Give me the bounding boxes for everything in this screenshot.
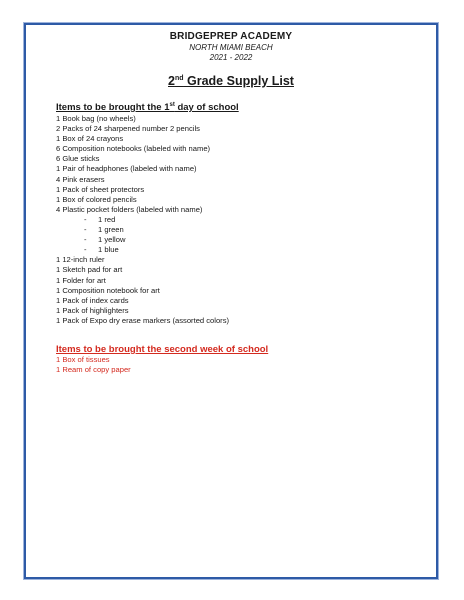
folder-color-label: 1 red [98, 214, 116, 224]
list-item: 1 Ream of copy paper [56, 365, 131, 375]
folder-color-item [56, 235, 229, 245]
dash-bullet: - [84, 214, 87, 224]
second-week-list [56, 355, 131, 375]
list-item: 2 Packs of 24 sharpened number 2 pencils [56, 124, 200, 134]
dash-bullet: - [84, 235, 87, 245]
list-item: 1 Pair of headphones (labeled with name) [56, 164, 197, 174]
folder-color-item [56, 225, 229, 235]
list-item: 1 Sketch pad for art [56, 265, 123, 275]
folder-color-item [56, 245, 229, 255]
list-item: 1 Folder for art [56, 275, 106, 285]
list-item: 6 Composition notebooks (labeled with name) [56, 144, 211, 154]
page-border [24, 23, 438, 579]
list-item: 4 Pink erasers [56, 174, 105, 184]
dash-bullet: - [84, 225, 87, 235]
folder-color-label: 1 green [98, 225, 124, 235]
title-superscript: nd [174, 74, 184, 82]
first-day-heading-suffix: day of school [174, 102, 239, 113]
list-item: 1 Pack of sheet protectors [56, 184, 145, 194]
school-location: NORTH MIAMI BEACH [189, 43, 273, 52]
first-day-heading [56, 102, 239, 113]
title-suffix: Grade Supply List [183, 74, 294, 88]
list-item: 1 Pack of index cards [56, 295, 129, 305]
dash-bullet: - [84, 245, 87, 255]
list-item: 1 Box of 24 crayons [56, 134, 124, 144]
folder-color-label: 1 yellow [98, 235, 126, 245]
list-item: 6 Glue sticks [56, 154, 100, 164]
first-day-heading-superscript: st [169, 101, 175, 108]
list-item: 4 Plastic pocket folders (labeled with name) [56, 204, 203, 214]
list-item: 1 Composition notebook for art [56, 285, 160, 295]
folder-color-label: 1 blue [98, 245, 119, 255]
folder-color-item [56, 215, 229, 225]
list-item: 1 Box of colored pencils [56, 194, 137, 204]
list-item: 1 Pack of highlighters [56, 305, 129, 315]
school-year: 2021 - 2022 [209, 53, 253, 62]
first-day-list [56, 114, 229, 326]
school-name: BRIDGEPREP ACADEMY [169, 31, 293, 42]
list-item: 1 12-inch ruler [56, 255, 105, 265]
list-item: 1 Book bag (no wheels) [56, 114, 136, 123]
first-day-heading-prefix: Items to be brought the 1 [56, 102, 170, 113]
title-prefix: 2 [168, 74, 175, 88]
list-item: 1 Pack of Expo dry erase markers (assorted colors) [56, 315, 230, 325]
list-item: 1 Box of tissues [56, 355, 110, 364]
second-week-heading: Items to be brought the second week of school [56, 344, 269, 355]
page-title [26, 74, 436, 88]
